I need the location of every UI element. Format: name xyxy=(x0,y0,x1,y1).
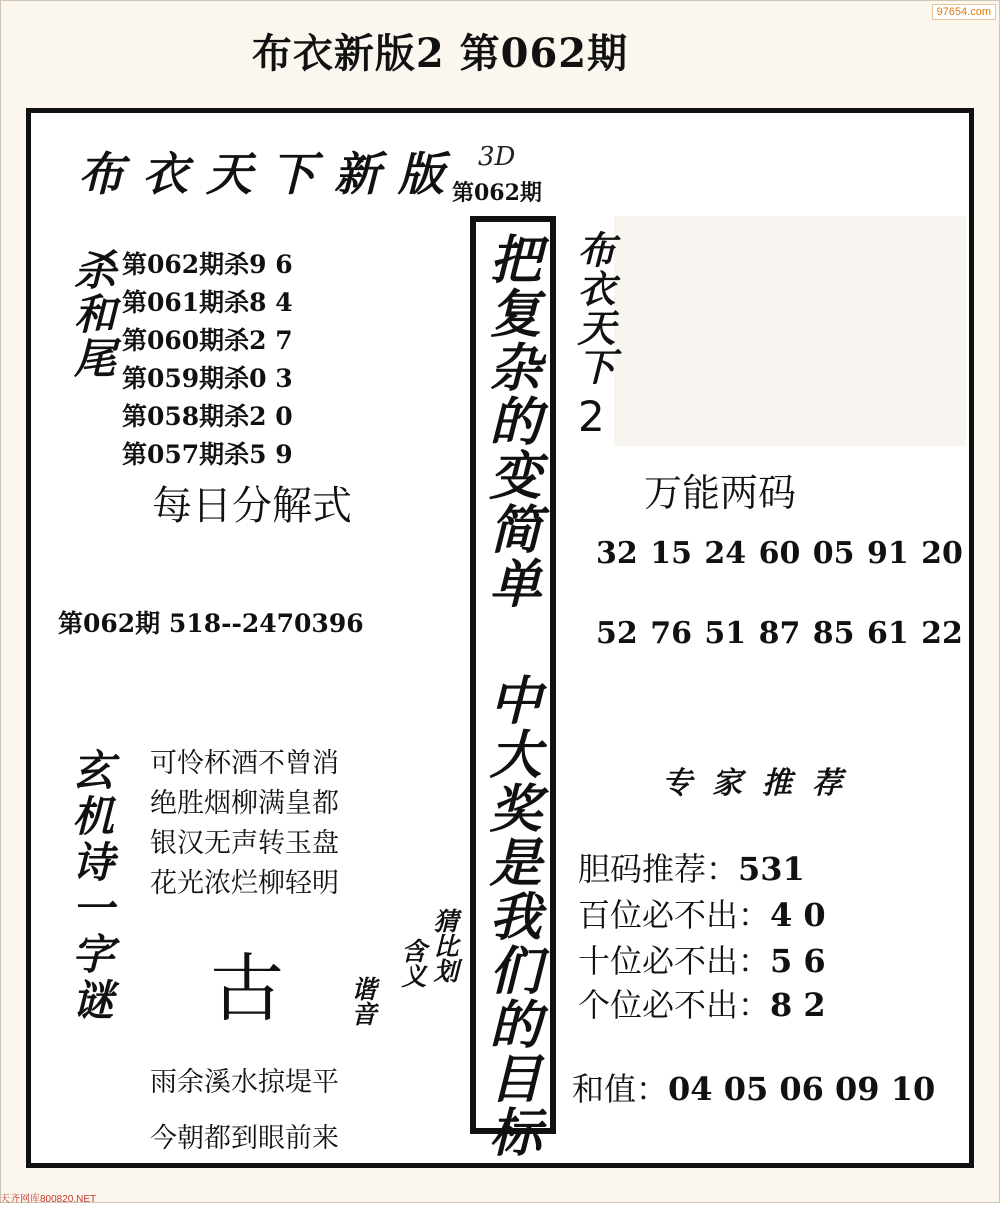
sum-label: 和值： xyxy=(572,1070,669,1108)
image-placeholder xyxy=(614,216,966,446)
poem-label: 玄机诗一字谜 xyxy=(66,748,115,1024)
decomposition-value: 518--2470396 xyxy=(168,609,364,638)
decomposition-title: 每日分解式 xyxy=(152,483,352,529)
poem-line: 绝胜烟柳满皇都 xyxy=(150,788,339,819)
kill-tail-item: 第057期杀5 9 xyxy=(122,440,293,469)
universal-row-2: 52 76 51 87 85 61 22 xyxy=(596,616,963,651)
site-watermark: 97654.com xyxy=(932,4,996,20)
brand-title: 布衣天下新版 xyxy=(78,147,462,201)
kill-tail-label: 杀和尾 xyxy=(68,248,117,380)
ge-label: 个位必不出： xyxy=(578,986,771,1024)
ge-value: 8 2 xyxy=(770,986,826,1024)
kill-tail-item: 第060期杀2 7 xyxy=(122,326,293,355)
decomposition-issue: 第062期 xyxy=(58,609,161,638)
footer-text: 天齐网库800820.NET xyxy=(0,1194,97,1205)
riddle-answer: 古 xyxy=(210,946,284,1032)
kill-tail-item: 第059期杀0 3 xyxy=(122,364,293,393)
slogan-text: 把复杂的变简单 中大奖是我们的目标 xyxy=(480,232,541,1159)
kill-tail-item: 第058期杀2 0 xyxy=(122,402,293,431)
bai-label: 百位必不出： xyxy=(578,896,771,934)
dan-label: 胆码推荐： xyxy=(578,850,739,888)
poem-line: 花光浓烂柳轻明 xyxy=(150,868,339,899)
shi-label: 十位必不出： xyxy=(578,942,771,980)
riddle-hint-stroke: 猜比划 xyxy=(430,908,459,983)
brand-tag: 3D xyxy=(478,142,516,172)
poem-lines xyxy=(150,744,339,904)
expert-title: 专家推荐 xyxy=(662,766,862,801)
riddle-hint-sound: 谐音 xyxy=(348,976,377,1026)
shi-value: 5 6 xyxy=(770,942,826,980)
ge-row xyxy=(578,980,826,1026)
poem-line: 可怜杯酒不曾消 xyxy=(150,748,339,779)
brand-issue: 第062期 xyxy=(452,180,542,206)
side-brand-number: 2 xyxy=(578,392,605,441)
sum-value: 04 05 06 09 10 xyxy=(668,1070,936,1108)
dan-value: 531 xyxy=(738,850,805,888)
kill-tail-item: 第061期杀8 4 xyxy=(122,288,293,317)
universal-title: 万能两码 xyxy=(644,471,797,515)
side-brand: 布衣天下 xyxy=(571,230,616,386)
page-title: 布衣新版2 第062期 xyxy=(251,30,629,77)
bottom-poem-line-1: 雨余溪水掠堤平 xyxy=(150,1067,339,1098)
kill-tail-item: 第062期杀9 6 xyxy=(122,250,293,279)
bai-row xyxy=(578,890,826,936)
poem-line: 银汉无声转玉盘 xyxy=(150,828,339,859)
bai-value: 4 0 xyxy=(770,896,826,934)
sum-row xyxy=(572,1064,935,1110)
dan-row xyxy=(578,844,805,890)
decomposition-line xyxy=(58,604,364,640)
bottom-poem-line-2: 今朝都到眼前来 xyxy=(150,1123,339,1154)
shi-row xyxy=(578,936,826,982)
kill-tail-list xyxy=(122,246,293,474)
riddle-hint-meaning: 含义 xyxy=(398,938,427,988)
universal-row-1: 32 15 24 60 05 91 20 xyxy=(596,536,963,571)
